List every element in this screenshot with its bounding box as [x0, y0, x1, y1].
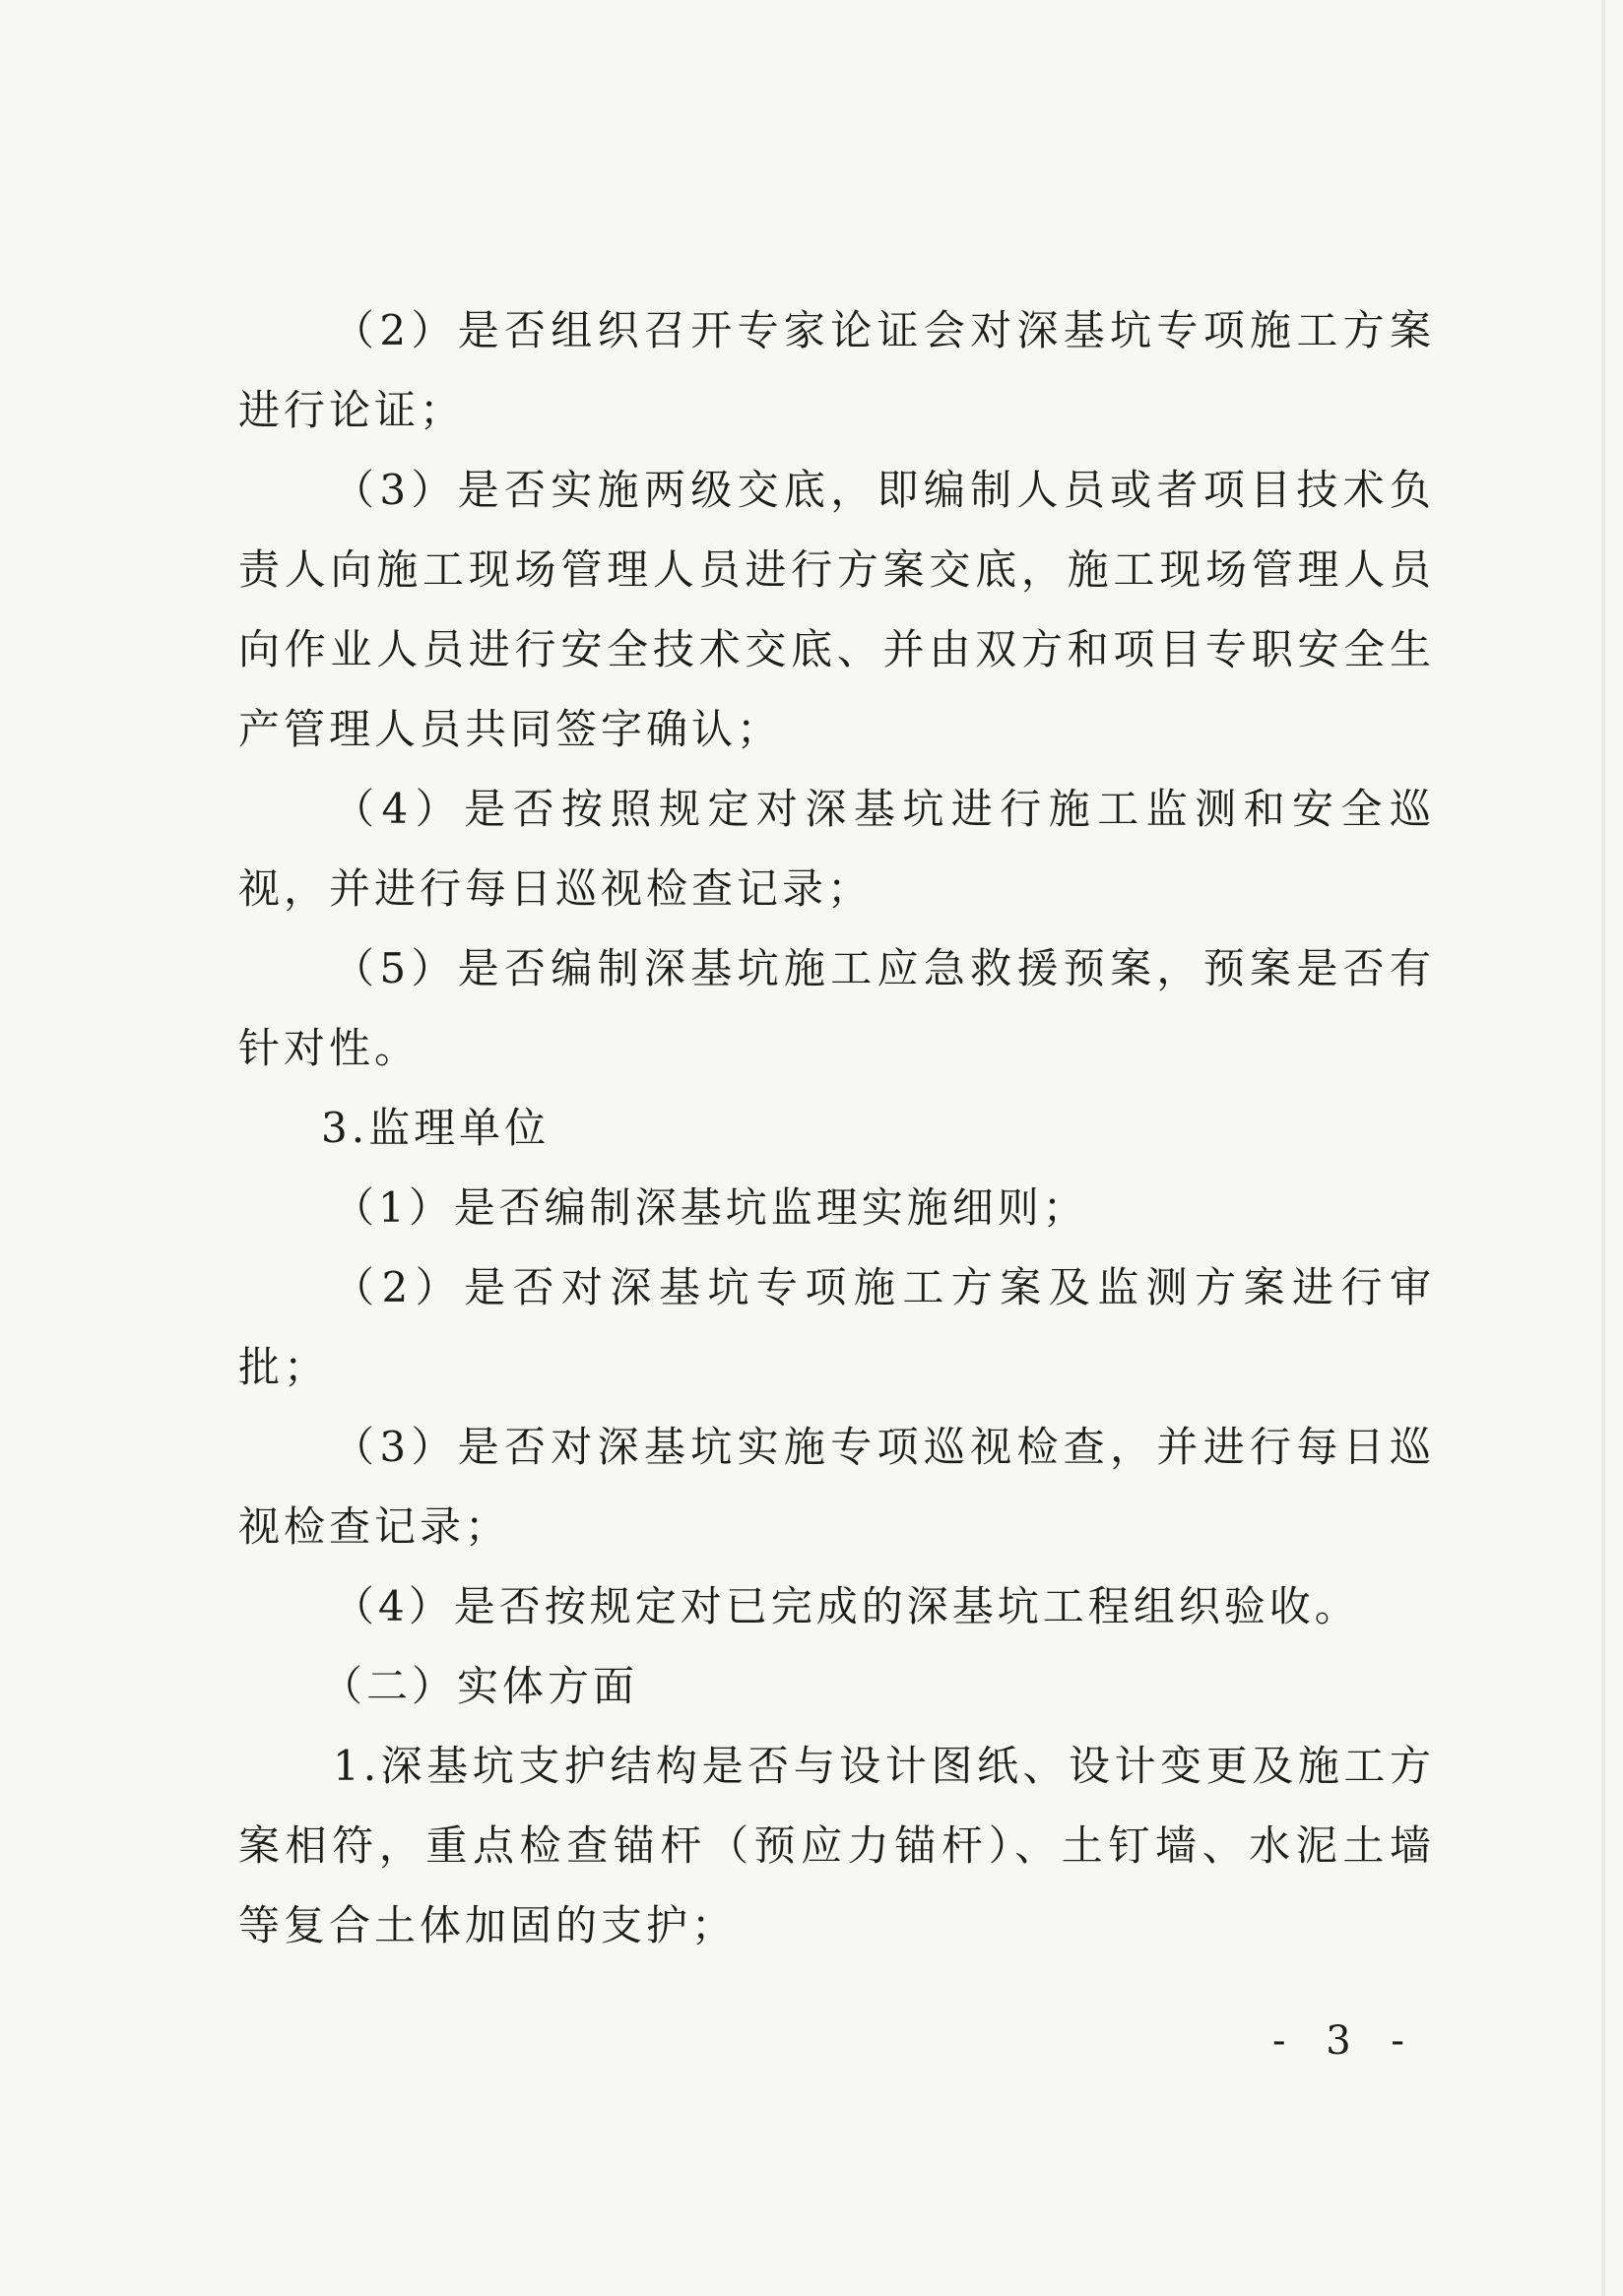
section-heading-physical-aspects: （二）实体方面: [321, 1662, 639, 1710]
paragraph-construction-item-3: （3）是否实施两级交底，即编制人员或者项目技术负责人向施工现场管理人员进行方案交底，施工现场管理人员向作业人员进行安全技术交底、并由双方和项目专职安全生产管理人员共同签字确认；: [238, 466, 1435, 753]
document-body: [238, 290, 1435, 1965]
paragraph-supervision-item-2: （2）是否对深基坑专项施工方案及监测方案进行审批；: [238, 1263, 1435, 1391]
paragraph-construction-item-2: （2）是否组织召开专家论证会对深基坑专项施工方案进行论证；: [238, 306, 1435, 434]
paragraph-supervision-item-4: （4）是否按规定对已完成的深基坑工程组织验收。: [333, 1582, 1360, 1630]
paragraph-supervision-item-3: （3）是否对深基坑实施专项巡视检查，并进行每日巡视检查记录；: [238, 1423, 1435, 1551]
page-number: - 3 -: [1272, 2018, 1418, 2064]
scan-edge-mark: [1601, 0, 1605, 2296]
paragraph-construction-item-4: （4）是否按照规定对深基坑进行施工监测和安全巡视，并进行每日巡视检查记录；: [238, 785, 1435, 913]
paragraph-supervision-item-1: （1）是否编制深基坑监理实施细则；: [333, 1183, 1088, 1232]
section-heading-supervision-unit: 3.监理单位: [321, 1104, 551, 1152]
paragraph-physical-item-1: 1.深基坑支护结构是否与设计图纸、设计变更及施工方案相符，重点检查锚杆（预应力锚杆）、土钉墙、水泥土墙等复合土体加固的支护；: [238, 1742, 1435, 1949]
paragraph-construction-item-5: （5）是否编制深基坑施工应急救援预案，预案是否有针对性。: [238, 944, 1435, 1072]
